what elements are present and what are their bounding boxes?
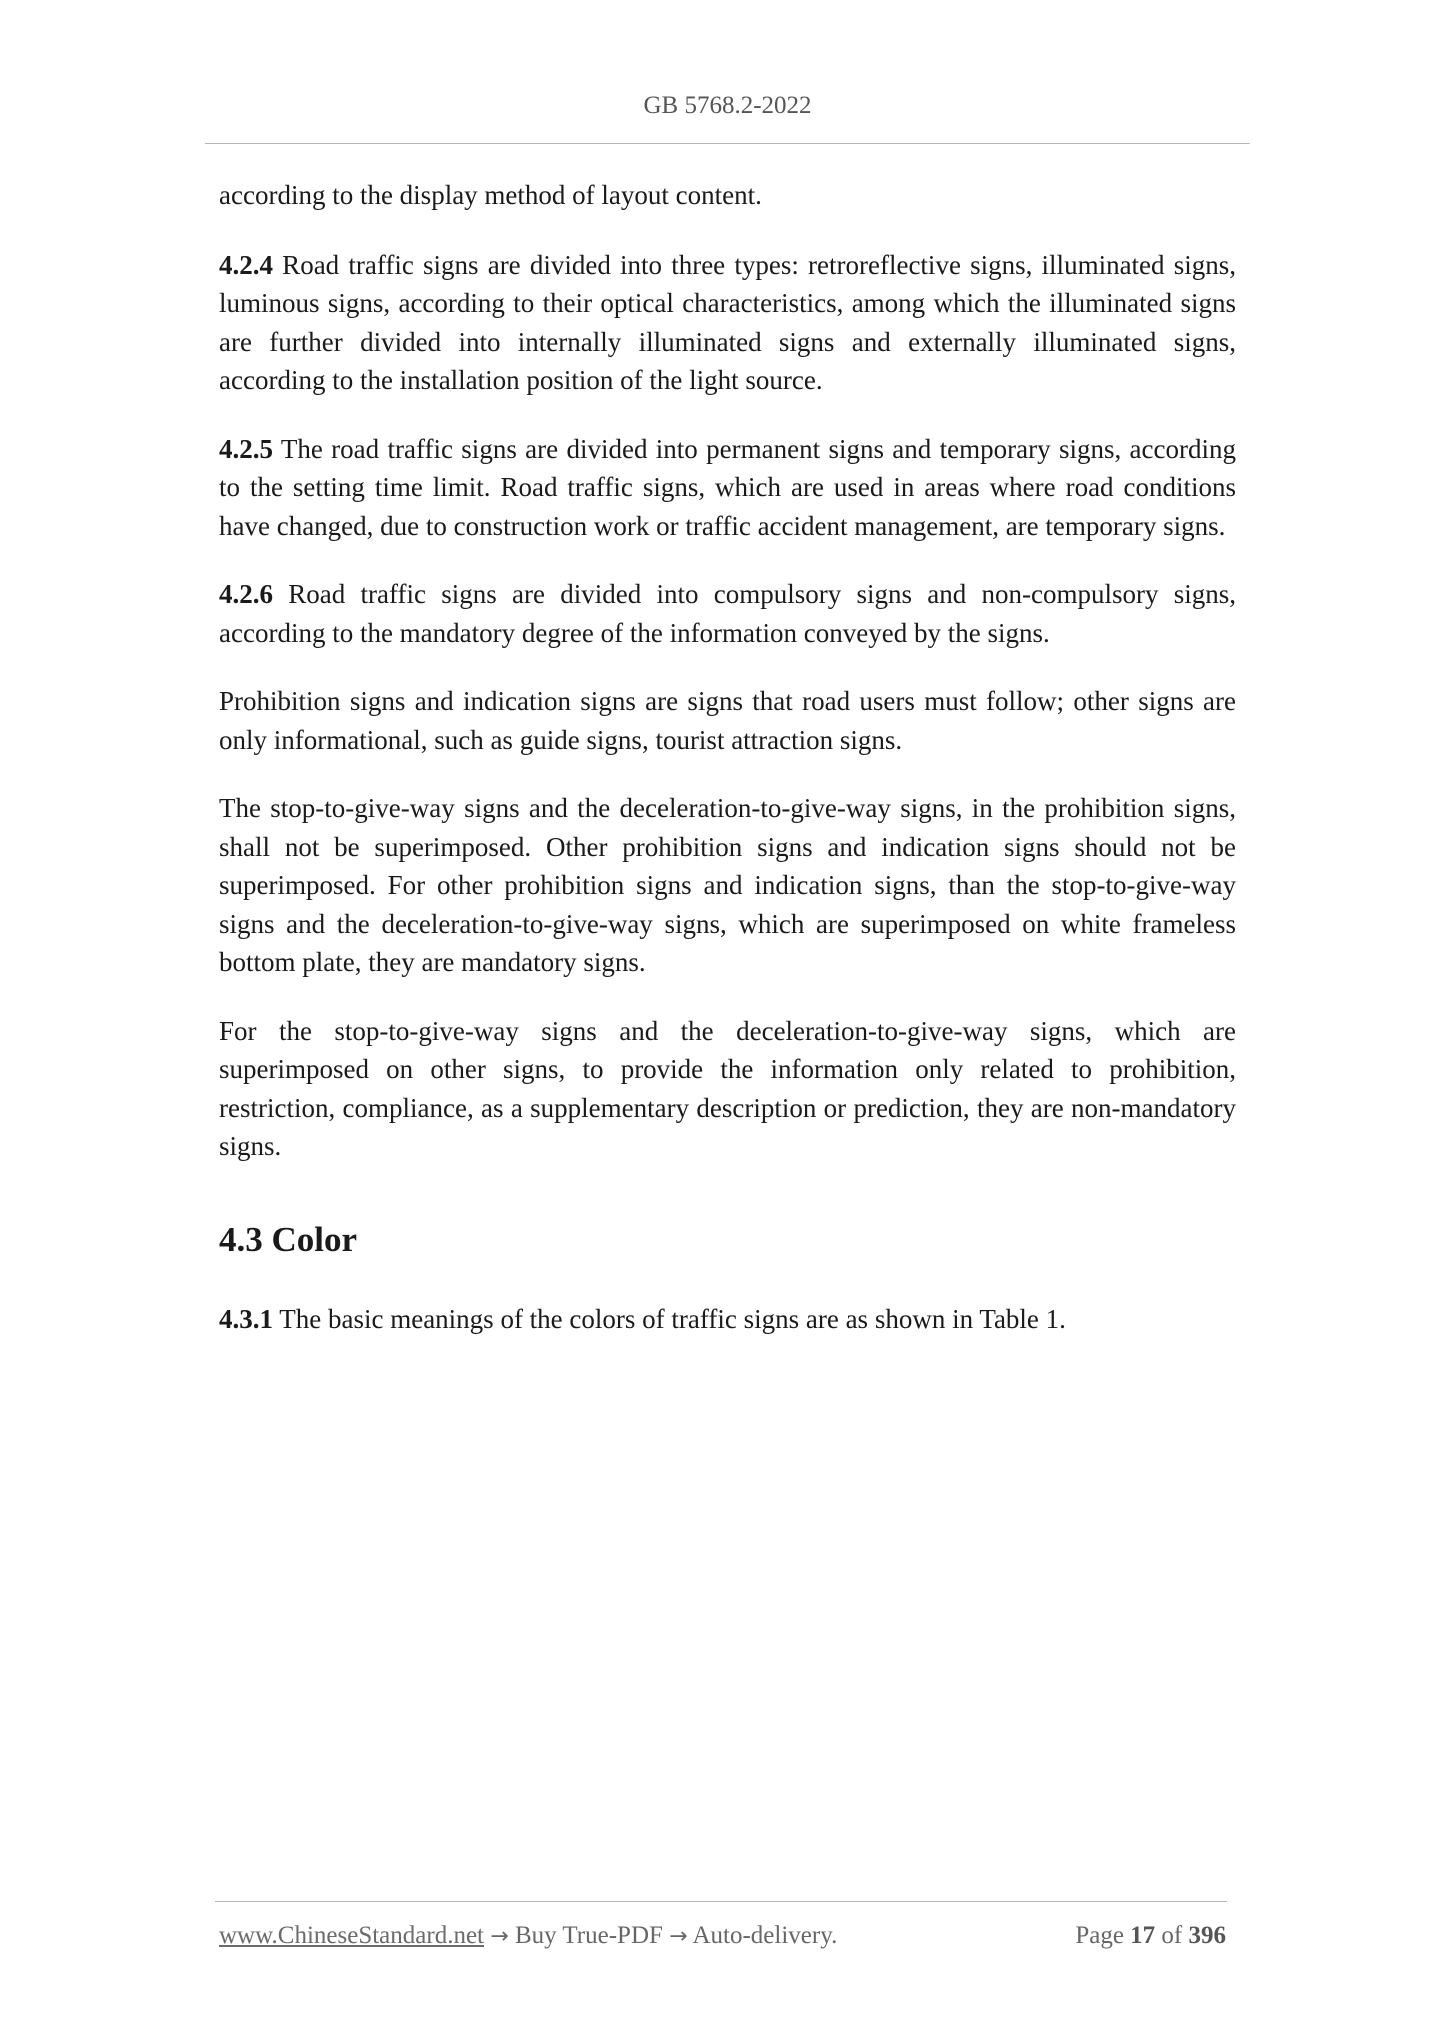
page-body bbox=[219, 176, 1236, 1368]
paragraph-prohibition-signs: Prohibition signs and indication signs are signs that road users must follow; other signs are only informational, such as guide signs, tourist attraction signs. bbox=[219, 686, 1236, 755]
clause-number: 4.2.4 bbox=[219, 249, 273, 280]
standard-code: GB 5768.2-2022 bbox=[643, 92, 812, 119]
page-total: 396 bbox=[1188, 1922, 1226, 1949]
clause-4-3-1 bbox=[219, 1300, 1236, 1339]
document-header bbox=[205, 92, 1250, 120]
clause-4-2-4 bbox=[219, 246, 1236, 400]
header-divider bbox=[205, 143, 1250, 144]
auto-delivery-text: Auto-delivery. bbox=[687, 1922, 838, 1949]
website-link[interactable]: www.ChineseStandard.net bbox=[219, 1922, 484, 1949]
clause-number: 4.2.6 bbox=[219, 579, 273, 609]
clause-text: Road traffic signs are divided into compulsory signs and non-compulsory signs, according to the mandatory degree of the information conveyed by the signs. bbox=[219, 579, 1236, 648]
paragraph-continuation: according to the display method of layout content. bbox=[219, 180, 762, 210]
page-label: Page bbox=[1075, 1922, 1124, 1949]
clause-4-2-6 bbox=[219, 575, 1236, 652]
page-of-label: of bbox=[1161, 1922, 1183, 1949]
footer-divider bbox=[215, 1901, 1227, 1902]
clause-text: The basic meanings of the colors of traffic signs are as shown in Table 1. bbox=[273, 1303, 1066, 1334]
clause-number: 4.3.1 bbox=[219, 1303, 273, 1334]
page-current: 17 bbox=[1130, 1922, 1156, 1949]
clause-4-2-5 bbox=[219, 430, 1236, 546]
paragraph-stop-give-way: The stop-to-give-way signs and the deceleration-to-give-way signs, in the prohibition signs, shall not be superimposed. Other prohibition signs and indication signs should not be superimposed. For other prohibition signs and indication signs, than the stop-to-give-way signs and the deceleration-to-give-way signs, which are superimposed on white frameless bottom plate, they are mandatory signs. bbox=[219, 793, 1236, 977]
clause-number: 4.2.5 bbox=[219, 433, 273, 464]
arrow-right-icon: → bbox=[669, 1924, 688, 1949]
clause-text: Road traffic signs are divided into three types: retroreflective signs, illuminated signs, luminous signs, according to their optical characteristics, among which the illuminated signs are further divided into internally illuminated signs and externally illuminated signs, according to the installation position of the light source. bbox=[219, 249, 1236, 395]
buy-true-pdf-text: Buy True-PDF bbox=[508, 1922, 670, 1949]
paragraph-non-mandatory: For the stop-to-give-way signs and the deceleration-to-give-way signs, which are superimposed on other signs, to provide the information only related to prohibition, restriction, compliance, as a supplementary description or prediction, they are non-mandatory signs. bbox=[219, 1015, 1236, 1161]
page-number bbox=[1075, 1922, 1226, 1950]
clause-text: The road traffic signs are divided into permanent signs and temporary signs, according to the setting time limit. Road traffic signs, which are used in areas where road conditions have changed, due to construction work or traffic accident management, are temporary signs. bbox=[219, 433, 1236, 541]
section-heading-color: 4.3 Color bbox=[219, 1219, 358, 1259]
arrow-right-icon: → bbox=[490, 1924, 509, 1949]
footer-purchase-info bbox=[219, 1922, 837, 1950]
